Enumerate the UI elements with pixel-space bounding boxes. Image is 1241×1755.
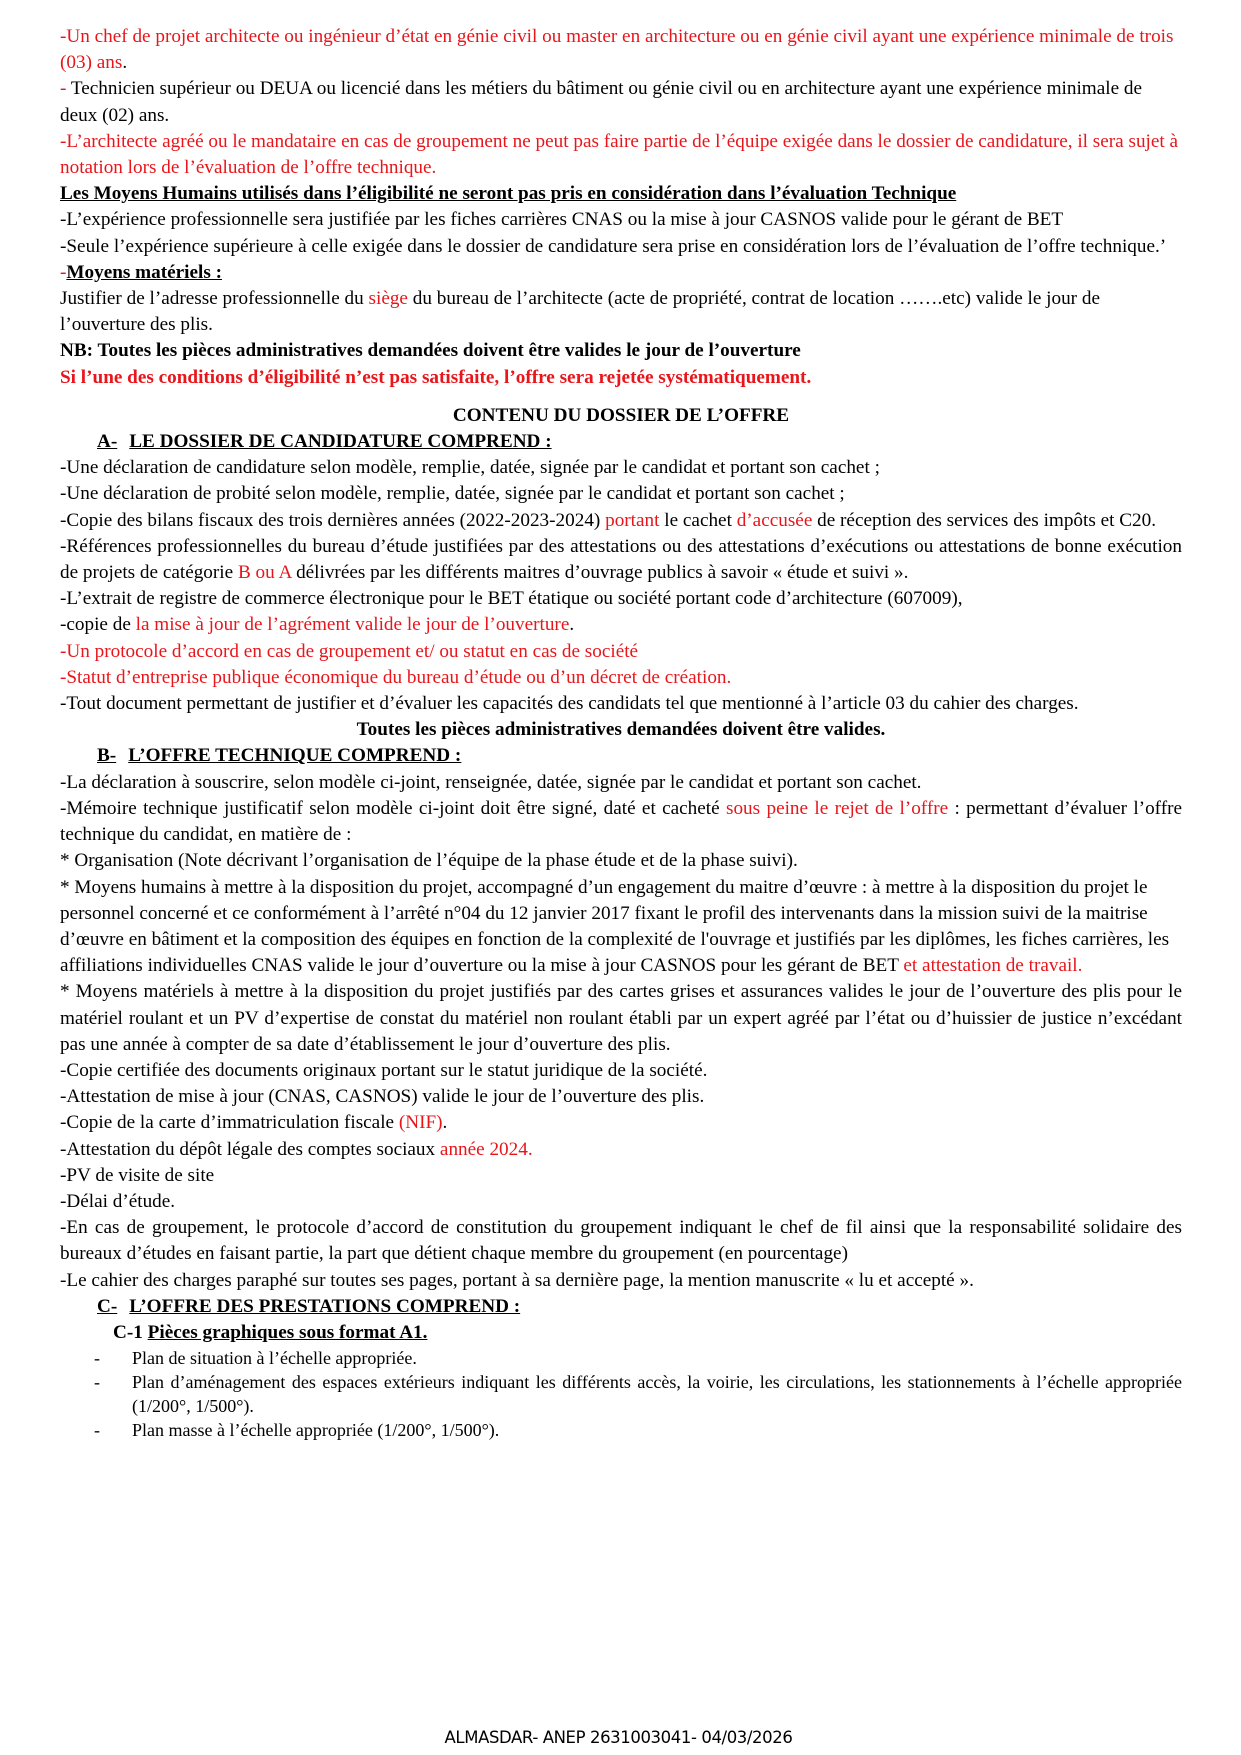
footer-reference: ALMASDAR- ANEP 2631003041- 04/03/2026	[444, 1728, 793, 1747]
section-a-item: -Une déclaration de candidature selon modèle, remplie, datée, signée par le candidat et portant son cachet ;	[60, 457, 880, 479]
section-a-item: -copie de la mise à jour de l’agrément valide le jour de l’ouverture.	[60, 614, 575, 636]
section-b-item: * Moyens humains à mettre à la disposition du projet, accompagné d’un engagement du maitre d’œuvre : à mettre à la disposition du projet le personnel concerné et ce conformément à l’arrêté n°04 du 12 janvier 2017 fixant le profil des intervenants dans la mission suivi de la maitrise d’œuvre en bâtiment et la composition des équipes en fonction de la complexité de l'ouvrage et justifiés par les diplômes, les fiches carrières, les affiliations individuelles CNAS valide le jour d’ouverture ou la mise à jour CASNOS pour les gérant de BET et attestation de travail.	[60, 876, 1170, 977]
section-a-item: -Tout document permettant de justifier et d’évaluer les capacités des candidats tel que mentionné à l’article 03 du cahier des charges.	[60, 693, 1079, 715]
section-b-item: * Moyens matériels à mettre à la disposition du projet justifiés par des cartes grises et assurances valides le jour de l’ouverture des plis pour le matériel roulant et un PV d’expertise de constat du matériel non roulant établi par un expert agréé par l’état ou d’huissier de justice n’excédant pas une année à compter de sa date d’établissement le jour d’ouverture des plis.	[60, 981, 1182, 1055]
section-b-item: -Mémoire technique justificatif selon modèle ci-joint doit être signé, daté et cacheté sous peine le rejet de l’offre : permettant d’évaluer l’offre technique du candidat, en matière de :	[60, 797, 1182, 846]
section-b-item: -Attestation de mise à jour (CNAS, CASNOS) valide le jour de l’ouverture des plis.	[60, 1086, 705, 1108]
page-footer	[0, 1728, 1241, 1747]
section-a-heading: A- LE DOSSIER DE CANDIDATURE COMPREND :	[97, 431, 552, 453]
requirement-architecte-note: -L’architecte agréé ou le mandataire en cas de groupement ne peut pas faire partie de l’équipe exigée dans le dossier de candidature, il sera sujet à notation lors de l’évaluation de l’offre technique.	[60, 130, 1179, 179]
section-a-item: -Références professionnelles du bureau d’étude justifiées par des attestations ou des attestations d’exécutions ou attestations de bonne exécution de projets de catégorie B ou A délivrées par les différents maitres d’ouvrage publics à savoir « étude et suivi ».	[60, 535, 1182, 584]
section-b-item: -Le cahier des charges paraphé sur toutes ses pages, portant à sa dernière page, la mention manuscrite « lu et accepté ».	[60, 1269, 974, 1291]
section-a-item: -Copie des bilans fiscaux des trois dernières années (2022-2023-2024) portant le cachet d’accusée de réception des services des impôts et C20.	[60, 509, 1157, 531]
eligibility-warning: Si l’une des conditions d’éligibilité n’est pas satisfaite, l’offre sera rejetée systématiquement.	[60, 366, 812, 388]
section-b-item: * Organisation (Note décrivant l’organisation de l’équipe de la phase étude et de la phase suivi).	[60, 850, 798, 872]
section-b-item: -Délai d’étude.	[60, 1190, 176, 1212]
bullet-dash-icon: -	[94, 1348, 100, 1369]
document-page	[60, 24, 1182, 1442]
section-a-item: -Une déclaration de probité selon modèle, remplie, datée, signée par le candidat et portant son cachet ;	[60, 483, 845, 505]
section-b-item: -PV de visite de site	[60, 1164, 215, 1186]
experience-superieure-note: -Seule l’expérience supérieure à celle exigée dans le dossier de candidature sera prise en considération lors de l’évaluation de l’offre technique.’	[60, 235, 1167, 257]
section-b-item: -Copie de la carte d’immatriculation fiscale (NIF).	[60, 1112, 448, 1134]
experience-justification: -L’expérience professionnelle sera justifiée par les fiches carrières CNAS ou la mise à jour CASNOS valide pour le gérant de BET	[60, 209, 1064, 231]
section-a-item: -L’extrait de registre de commerce électronique pour le BET étatique ou société portant code d’architecture (607009),	[60, 588, 963, 610]
section-c-heading: C- L’OFFRE DES PRESTATIONS COMPREND :	[97, 1295, 521, 1317]
adresse-professionnelle: Justifier de l’adresse professionnelle du siège du bureau de l’architecte (acte de propriété, contrat de location …….etc) valide le jour de l’ouverture des plis.	[60, 288, 1100, 336]
section-b-item: -Copie certifiée des documents originaux portant sur le statut juridique de la société.	[60, 1059, 708, 1081]
list-item: - Plan d’aménagement des espaces extérieurs indiquant les différents accès, la voirie, les circulations, les stationnements à l’échelle appropriée (1/200°, 1/500°).	[94, 1372, 1182, 1417]
moyens-materiels-heading: -Moyens matériels :	[60, 261, 222, 283]
pieces-graphiques-list	[60, 1346, 1182, 1442]
contenu-title: CONTENU DU DOSSIER DE L’OFFRE	[452, 404, 790, 426]
section-b-item: -En cas de groupement, le protocole d’accord de constitution du groupement indiquant le chef de fil ainsi que la responsabilité solidaire des bureaux d’études en faisant partie, la part que détient chaque membre du groupement (en pourcentage)	[60, 1217, 1182, 1265]
list-item: - Plan de situation à l’échelle appropriée.	[94, 1348, 417, 1369]
section-b-heading: B- L’OFFRE TECHNIQUE COMPREND :	[97, 745, 462, 767]
section-a-item: -Statut d’entreprise publique économique du bureau d’étude ou d’un décret de création.	[60, 666, 732, 688]
bullet-dash-icon: -	[94, 1420, 100, 1441]
requirement-technicien: - Technicien supérieur ou DEUA ou licencié dans les métiers du bâtiment ou génie civil ou en architecture ayant une expérience minimale de deux (02) ans.	[60, 78, 1142, 126]
section-b-item: -Attestation du dépôt légale des comptes sociaux année 2024.	[60, 1138, 533, 1160]
list-item: - Plan masse à l’échelle appropriée (1/200°, 1/500°).	[94, 1420, 500, 1441]
section-a-item: -Un protocole d’accord en cas de groupement et/ ou statut en cas de société	[60, 640, 639, 662]
section-b-item: -La déclaration à souscrire, selon modèle ci-joint, renseignée, datée, signée par le candidat et portant son cachet.	[60, 771, 922, 793]
section-c1-heading: C-1 Pièces graphiques sous format A1.	[113, 1321, 428, 1343]
requirement-chef-projet: -Un chef de projet architecte ou ingénieur d’état en génie civil ou master en architecture ou en génie civil ayant une expérience minimale de trois (03) ans.	[60, 26, 1174, 74]
bullet-dash-icon: -	[94, 1372, 100, 1393]
validity-note: Toutes les pièces administratives demandées doivent être valides.	[356, 719, 886, 741]
moyens-humains-heading: Les Moyens Humains utilisés dans l’éligibilité ne seront pas pris en considération dans l’évaluation Technique	[60, 183, 957, 205]
nb-note: NB: Toutes les pièces administratives demandées doivent être valides le jour de l’ouverture	[60, 340, 801, 362]
